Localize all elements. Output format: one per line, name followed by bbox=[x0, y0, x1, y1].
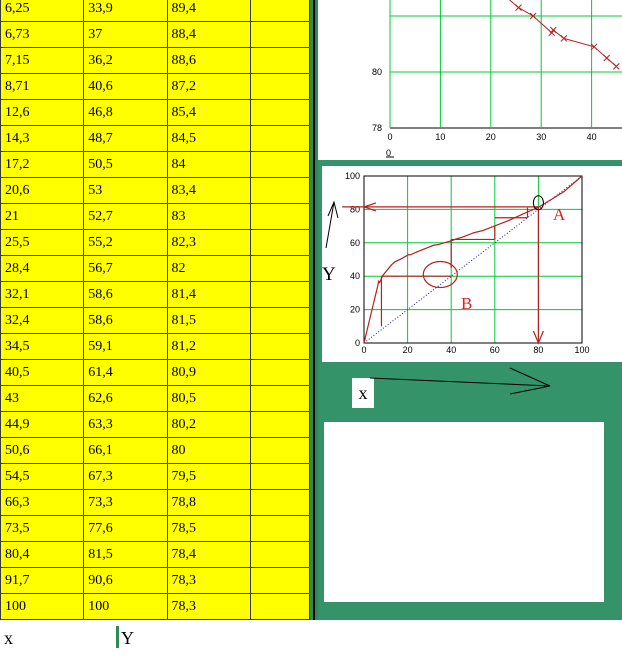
status-cursor-bar bbox=[116, 626, 119, 648]
table-cell[interactable]: 25,5 bbox=[1, 230, 84, 256]
table-row bbox=[1, 516, 310, 542]
table-cell[interactable]: 89,4 bbox=[167, 0, 250, 22]
chart1-x-tick-label: 20 bbox=[485, 132, 496, 142]
table-cell[interactable]: 44,9 bbox=[1, 412, 84, 438]
chart1-point bbox=[604, 55, 610, 61]
table-cell[interactable]: 63,3 bbox=[84, 412, 167, 438]
table-cell[interactable]: 7,15 bbox=[1, 48, 84, 74]
chart1-x-tick-label: 10 bbox=[435, 132, 446, 142]
table-cell[interactable]: 82,3 bbox=[167, 230, 250, 256]
table-cell[interactable]: 73,5 bbox=[1, 516, 84, 542]
table-cell[interactable]: 81,5 bbox=[167, 308, 250, 334]
table-cell[interactable]: 100 bbox=[84, 594, 167, 620]
table-cell[interactable]: 6,25 bbox=[1, 0, 84, 22]
point-a-label: A bbox=[553, 205, 566, 224]
table-row bbox=[1, 412, 310, 438]
table-cell[interactable] bbox=[250, 22, 309, 48]
chart1-ticks bbox=[372, 67, 597, 142]
table-cell[interactable] bbox=[250, 230, 309, 256]
chart2-equilibrium-curve bbox=[364, 176, 582, 343]
table-cell[interactable]: 88,6 bbox=[167, 48, 250, 74]
table-cell[interactable]: 12,6 bbox=[1, 100, 84, 126]
table-cell[interactable]: 78,3 bbox=[167, 568, 250, 594]
table-cell[interactable]: 20,6 bbox=[1, 178, 84, 204]
table-cell[interactable]: 61,4 bbox=[84, 360, 167, 386]
equilibrium-chart[interactable] bbox=[322, 166, 622, 362]
table-cell[interactable]: 84,5 bbox=[167, 126, 250, 152]
table-cell[interactable] bbox=[250, 282, 309, 308]
table-cell[interactable] bbox=[250, 412, 309, 438]
table-cell[interactable]: 100 bbox=[1, 594, 84, 620]
table-cell[interactable] bbox=[250, 334, 309, 360]
table-cell[interactable]: 78,8 bbox=[167, 490, 250, 516]
status-y-label: Y bbox=[121, 628, 134, 648]
table-cell[interactable]: 67,3 bbox=[84, 464, 167, 490]
table-cell[interactable] bbox=[250, 256, 309, 282]
chart1-x-tick-label: 0 bbox=[387, 132, 393, 142]
table-cell[interactable] bbox=[250, 516, 309, 542]
table-cell[interactable]: 32,4 bbox=[1, 308, 84, 334]
table-cell[interactable]: 78,5 bbox=[167, 516, 250, 542]
chart2-x-tick-label: 20 bbox=[402, 345, 413, 355]
table-cell[interactable]: 37 bbox=[84, 22, 167, 48]
table-cell[interactable]: 33,9 bbox=[84, 0, 167, 22]
table-cell[interactable]: 52,7 bbox=[84, 204, 167, 230]
chart1-corner-label: 0 bbox=[386, 148, 392, 158]
table-row bbox=[1, 386, 310, 412]
table-cell[interactable]: 56,7 bbox=[84, 256, 167, 282]
table-cell[interactable]: 14,3 bbox=[1, 126, 84, 152]
point-b-circle bbox=[423, 262, 457, 288]
table-cell[interactable]: 80,2 bbox=[167, 412, 250, 438]
table-cell[interactable]: 91,7 bbox=[1, 568, 84, 594]
status-bar bbox=[0, 620, 622, 664]
table-row bbox=[1, 230, 310, 256]
table-row bbox=[1, 100, 310, 126]
status-x-label: x bbox=[4, 628, 13, 648]
table-cell[interactable] bbox=[250, 386, 309, 412]
table-cell[interactable]: 48,7 bbox=[84, 126, 167, 152]
table-cell[interactable] bbox=[250, 542, 309, 568]
table-cell[interactable]: 58,6 bbox=[84, 308, 167, 334]
chart1-y-tick-label: 78 bbox=[371, 123, 382, 133]
table-cell[interactable]: 62,6 bbox=[84, 386, 167, 412]
table-row bbox=[1, 22, 310, 48]
table-cell[interactable] bbox=[250, 490, 309, 516]
table-cell[interactable]: 80,4 bbox=[1, 542, 84, 568]
point-b-label: B bbox=[461, 294, 473, 313]
x-axis-letter: x bbox=[352, 378, 374, 408]
table-row bbox=[1, 464, 310, 490]
table-cell[interactable] bbox=[250, 568, 309, 594]
table-cell[interactable]: 82 bbox=[167, 256, 250, 282]
table-cell[interactable]: 6,73 bbox=[1, 22, 84, 48]
table-row bbox=[1, 74, 310, 100]
table-cell[interactable]: 78,4 bbox=[167, 542, 250, 568]
chart2-y-tick-label: 20 bbox=[349, 304, 360, 315]
chart1-point bbox=[550, 27, 556, 33]
table-cell[interactable] bbox=[250, 152, 309, 178]
chart2-x-tick-label: 80 bbox=[533, 345, 544, 355]
chart2-y-tick-label: 0 bbox=[354, 338, 360, 348]
table-row bbox=[1, 594, 310, 620]
table-cell[interactable]: 80,5 bbox=[167, 386, 250, 412]
table-cell[interactable]: 83 bbox=[167, 204, 250, 230]
chart2-x-tick-label: 60 bbox=[489, 345, 500, 355]
chart2-y-tick-label: 60 bbox=[349, 237, 360, 248]
table-cell[interactable]: 34,5 bbox=[1, 334, 84, 360]
table-cell[interactable]: 28,4 bbox=[1, 256, 84, 282]
chart2-y-tick-label: 40 bbox=[349, 271, 360, 282]
chart1-x-tick-label: 40 bbox=[586, 132, 597, 142]
table-cell[interactable] bbox=[250, 126, 309, 152]
spreadsheet-area bbox=[0, 0, 310, 620]
chart1-grid bbox=[390, 0, 622, 128]
table-cell[interactable]: 83,4 bbox=[167, 178, 250, 204]
data-table bbox=[0, 0, 310, 620]
table-cell[interactable] bbox=[250, 360, 309, 386]
table-row bbox=[1, 48, 310, 74]
table-cell[interactable]: 85,4 bbox=[167, 100, 250, 126]
chart2-x-tick-label: 40 bbox=[446, 345, 457, 355]
table-row bbox=[1, 360, 310, 386]
table-cell[interactable]: 58,6 bbox=[84, 282, 167, 308]
table-cell[interactable]: 73,3 bbox=[84, 490, 167, 516]
table-cell[interactable]: 80 bbox=[167, 438, 250, 464]
table-row bbox=[1, 0, 310, 22]
table-cell[interactable]: 90,6 bbox=[84, 568, 167, 594]
table-cell[interactable]: 53 bbox=[84, 178, 167, 204]
y-direction-arrow bbox=[326, 202, 338, 248]
table-cell[interactable]: 84 bbox=[167, 152, 250, 178]
table-cell[interactable]: 54,5 bbox=[1, 464, 84, 490]
table-row bbox=[1, 568, 310, 594]
chart1-y-tick-label: 80 bbox=[371, 67, 382, 77]
table-cell[interactable]: 81,4 bbox=[167, 282, 250, 308]
table-cell[interactable]: 40,6 bbox=[84, 74, 167, 100]
chart1-point bbox=[561, 35, 567, 41]
table-row bbox=[1, 490, 310, 516]
chart2-x-tick-label: 0 bbox=[361, 345, 367, 355]
chart2-annotations bbox=[322, 205, 566, 313]
y-axis-letter: Y bbox=[322, 264, 336, 285]
table-row bbox=[1, 282, 310, 308]
table-cell[interactable] bbox=[250, 74, 309, 100]
table-cell[interactable]: 32,1 bbox=[1, 282, 84, 308]
table-cell[interactable]: 81,2 bbox=[167, 334, 250, 360]
table-cell[interactable]: 36,2 bbox=[84, 48, 167, 74]
table-cell[interactable] bbox=[250, 48, 309, 74]
table-cell[interactable]: 80,9 bbox=[167, 360, 250, 386]
table-cell[interactable]: 43 bbox=[1, 386, 84, 412]
table-row bbox=[1, 308, 310, 334]
chart1-marks bbox=[474, 0, 620, 69]
table-cell[interactable]: 40,5 bbox=[1, 360, 84, 386]
table-cell[interactable]: 81,5 bbox=[84, 542, 167, 568]
table-cell[interactable]: 78,3 bbox=[167, 594, 250, 620]
table-row bbox=[1, 542, 310, 568]
table-cell[interactable] bbox=[250, 0, 309, 22]
x-direction-arrow bbox=[360, 360, 560, 400]
table-cell[interactable]: 87,2 bbox=[167, 74, 250, 100]
table-cell[interactable]: 8,71 bbox=[1, 74, 84, 100]
table-cell[interactable]: 21 bbox=[1, 204, 84, 230]
table-cell[interactable]: 88,4 bbox=[167, 22, 250, 48]
table-cell[interactable]: 50,5 bbox=[84, 152, 167, 178]
table-row bbox=[1, 334, 310, 360]
table-cell[interactable] bbox=[250, 464, 309, 490]
empty-chart-frame[interactable] bbox=[324, 422, 604, 602]
table-cell[interactable] bbox=[250, 438, 309, 464]
chart1-series-line bbox=[477, 0, 617, 66]
table-cell[interactable] bbox=[250, 204, 309, 230]
chart2-x-tick-label: 100 bbox=[574, 345, 590, 355]
pane-divider-line bbox=[313, 0, 315, 620]
table-cell[interactable]: 50,6 bbox=[1, 438, 84, 464]
table-cell[interactable]: 46,8 bbox=[84, 100, 167, 126]
table-cell[interactable]: 66,1 bbox=[84, 438, 167, 464]
table-cell[interactable] bbox=[250, 594, 309, 620]
table-cell[interactable] bbox=[250, 100, 309, 126]
table-row bbox=[1, 256, 310, 282]
chart2-y-tick-label: 100 bbox=[344, 171, 360, 181]
table-cell[interactable]: 17,2 bbox=[1, 152, 84, 178]
table-cell[interactable] bbox=[250, 308, 309, 334]
table-row bbox=[1, 178, 310, 204]
table-row bbox=[1, 438, 310, 464]
table-row bbox=[1, 204, 310, 230]
temperature-chart[interactable] bbox=[318, 0, 622, 160]
table-cell[interactable]: 77,6 bbox=[84, 516, 167, 542]
chart1-point bbox=[516, 5, 522, 11]
table-cell[interactable]: 66,3 bbox=[1, 490, 84, 516]
chart1-x-tick-label: 30 bbox=[536, 132, 547, 142]
table-cell[interactable]: 79,5 bbox=[167, 464, 250, 490]
table-row bbox=[1, 152, 310, 178]
chart1-point bbox=[613, 63, 619, 69]
chart2-y-tick-label: 80 bbox=[349, 204, 360, 215]
table-cell[interactable]: 59,1 bbox=[84, 334, 167, 360]
table-cell[interactable] bbox=[250, 178, 309, 204]
table-row bbox=[1, 126, 310, 152]
table-cell[interactable]: 55,2 bbox=[84, 230, 167, 256]
